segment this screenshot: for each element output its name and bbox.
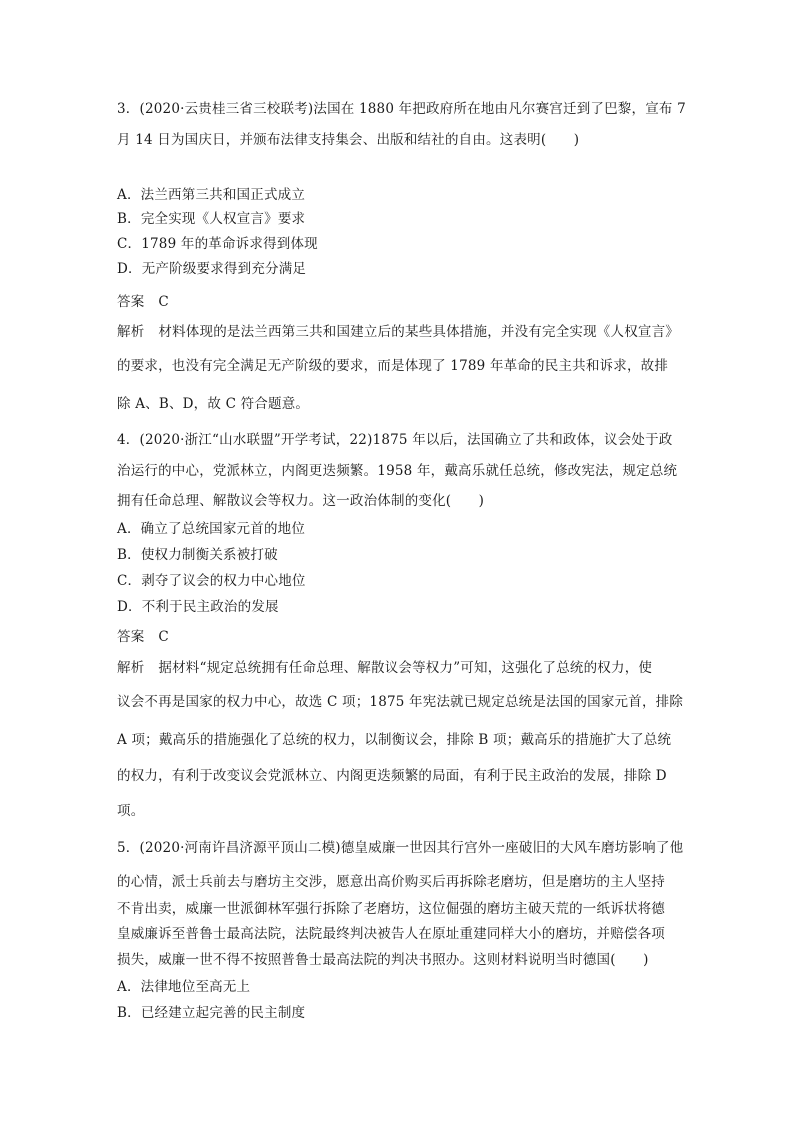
q3-stem-line-2: 月 14 日为国庆日，并颁布法律支持集会、出版和结社的自由。这表明( ) bbox=[117, 132, 580, 148]
q4-option-d: D．不利于民主政治的发展 bbox=[117, 599, 279, 615]
q4-stem-line-1: 4．(2020·浙江“山水联盟”开学考试，22)1875 年以后，法国确立了共和政体，议会处于政 bbox=[117, 432, 673, 448]
q4-analysis-line-1 bbox=[117, 658, 652, 678]
q4-option-a: A．确立了总统国家元首的地位 bbox=[117, 521, 306, 537]
q5-option-b: B．已经建立起完善的民主制度 bbox=[117, 1005, 306, 1021]
q4-analysis-text-1: 据材料“规定总统拥有任命总理、解散议会等权力”可知，这强化了总统的权力，使 bbox=[158, 660, 653, 676]
q5-stem-line-5: 损失，威廉一世不得不按照普鲁士最高法院的判决书照办。这则材料说明当时德国( ) bbox=[117, 952, 649, 968]
q3-analysis-label: 解析 bbox=[117, 324, 145, 340]
q4-option-b: B．使权力制衡关系被打破 bbox=[117, 547, 278, 563]
q3-analysis-line-1 bbox=[117, 322, 679, 342]
q3-option-c: C．1789 年的革命诉求得到体现 bbox=[117, 236, 318, 252]
q4-answer-label: 答案 bbox=[117, 629, 145, 645]
q4-analysis-line-3: A 项；戴高乐的措施强化了总统的权力，以制衡议会，排除 B 项；戴高乐的措施扩大了总统 bbox=[117, 732, 672, 748]
q4-answer-value: C bbox=[158, 629, 169, 645]
q3-answer bbox=[117, 292, 169, 312]
q3-option-d: D．无产阶级要求得到充分满足 bbox=[117, 261, 307, 277]
q5-option-a: A．法律地位至高无上 bbox=[117, 979, 251, 995]
q3-analysis-line-2: 的要求，也没有完全满足无产阶级的要求，而是体现了 1789 年革命的民主共和诉求，故排 bbox=[117, 358, 669, 374]
q4-stem-line-3: 拥有任命总理、解散议会等权力。这一政治体制的变化( ) bbox=[117, 493, 485, 509]
q3-option-a: A．法兰西第三共和国正式成立 bbox=[117, 187, 306, 203]
q5-stem-line-2: 的心情，派士兵前去与磨坊主交涉，愿意出高价购买后再拆除老磨坊，但是磨坊的主人坚持 bbox=[117, 874, 665, 890]
q3-answer-value: C bbox=[158, 294, 169, 310]
q3-analysis-line-3: 除 A、B、D，故 C 符合题意。 bbox=[117, 396, 310, 412]
q5-stem-line-4: 皇威廉诉至普鲁士最高法院，法院最终判决被告人在原址重建同样大小的磨坊，并赔偿各项 bbox=[117, 926, 665, 942]
q4-analysis-label: 解析 bbox=[117, 660, 145, 676]
q4-answer bbox=[117, 627, 169, 647]
q3-stem-line-1: 3．(2020·云贵桂三省三校联考)法国在 1880 年把政府所在地由凡尔赛宫迁到了巴黎，宣布 7 bbox=[117, 101, 686, 117]
q3-analysis-text-1: 材料体现的是法兰西第三共和国建立后的某些具体措施，并没有完全实现《人权宣言》 bbox=[158, 324, 680, 340]
q5-stem-line-3: 不肯出卖，威廉一世派御林军强行拆除了老磨坊，这位倔强的磨坊主破天荒的一纸诉状将德 bbox=[117, 901, 665, 917]
q5-stem-line-1: 5．(2020·河南许昌济源平顶山二模)德皇威廉一世因其行宫外一座破旧的大风车磨坊影响了他 bbox=[117, 840, 684, 856]
q4-option-c: C．剥夺了议会的权力中心地位 bbox=[117, 573, 306, 589]
q3-option-b: B．完全实现《人权宣言》要求 bbox=[117, 211, 306, 227]
q4-stem-line-2: 治运行的中心，党派林立，内阁更迭频繁。1958 年，戴高乐就任总统，修改宪法，规定总统 bbox=[117, 463, 678, 479]
q4-analysis-line-2: 议会不再是国家的权力中心，故选 C 项；1875 年宪法就已规定总统是法国的国家元首，排除 bbox=[117, 694, 684, 710]
q4-analysis-line-4: 的权力，有利于改变议会党派林立、内阁更迭频繁的局面，有利于民主政治的发展，排除 D bbox=[117, 768, 667, 784]
q3-answer-label: 答案 bbox=[117, 294, 145, 310]
q4-analysis-line-5: 项。 bbox=[117, 803, 145, 819]
